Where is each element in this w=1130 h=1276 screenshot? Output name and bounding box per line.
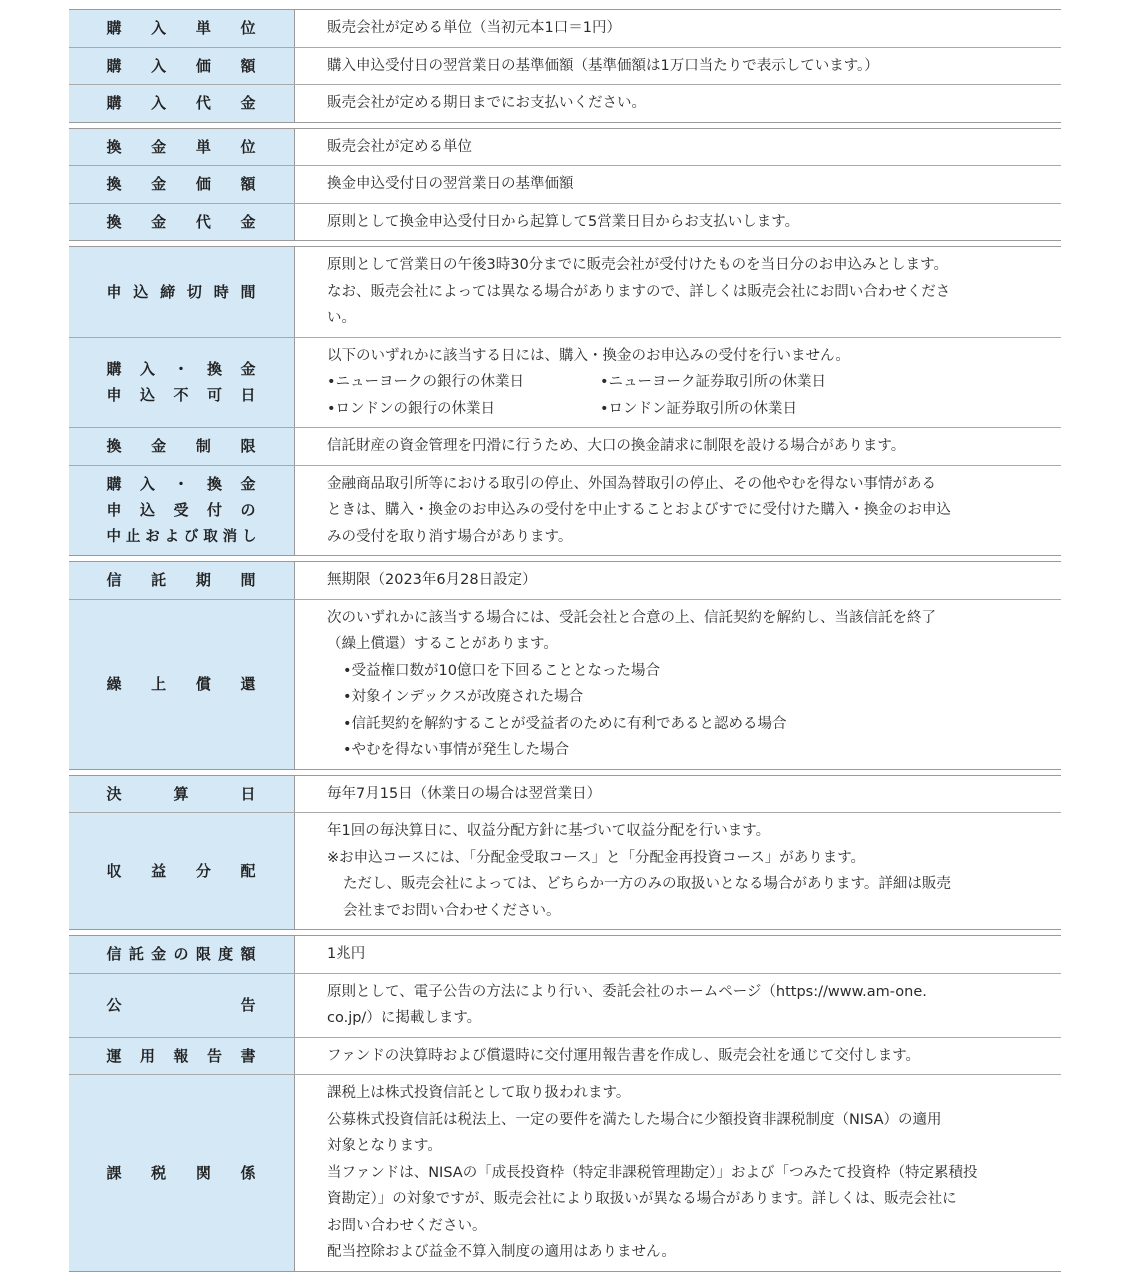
- table-row: [69, 936, 1061, 973]
- holiday-list: [327, 396, 1041, 423]
- list-item: •ロンドンの銀行の休業日: [327, 400, 496, 417]
- row-content: 1兆円: [327, 946, 366, 962]
- row-label: 購 入 代 金: [69, 85, 295, 122]
- row-label: 決 算 日: [69, 776, 295, 813]
- other-terms-group: [69, 935, 1061, 1272]
- row-label: 課 税 関 係: [69, 1075, 295, 1271]
- table-row: [69, 129, 1061, 166]
- row-content: 販売会社が定める単位（当初元本1口＝1円）: [327, 20, 621, 36]
- row-content: 年1回の毎決算日に、収益分配方針に基づいて収益分配を行います。 ※お申込コースには、「分配金受取コース」と「分配金再投資コース」があります。 ただし、販売会社によっては、どちらか一方のみの取扱いとなる場合があります。詳細は販売 会社までお問い合わせください。: [327, 823, 951, 919]
- row-content: 原則として、電子公告の方法により行い、委託会社のホームページ（https://www.am-one. co.jp/）に掲載します。: [327, 983, 927, 1026]
- table-row: [69, 47, 1061, 85]
- table-row: [69, 84, 1061, 122]
- row-label: 申込締切時間: [69, 247, 295, 337]
- settlement-group: [69, 775, 1061, 931]
- row-content: 販売会社が定める単位: [327, 138, 472, 155]
- row-label: 購入・換金 申込受付の 中止および取消し: [69, 466, 295, 556]
- row-content: 原則として換金申込受付日から起算して5営業日目からお支払いします。: [327, 213, 800, 230]
- row-label: 繰 上 償 還: [69, 600, 295, 769]
- list-item: •対象インデックスが改廃された場合: [343, 689, 584, 705]
- row-label: 購 入 単 位: [69, 10, 295, 47]
- row-content: 換金申込受付日の翌営業日の基準価額: [327, 176, 574, 192]
- list-item: •ニューヨーク証券取引所の休業日: [600, 374, 827, 390]
- table-row: [69, 10, 1061, 47]
- row-content: ファンドの決算時および償還時に交付運用報告書を作成し、販売会社を通じて交付します。: [327, 1047, 921, 1064]
- table-row: [69, 337, 1061, 428]
- row-label: 信 託 期 間: [69, 562, 295, 599]
- row-label: 換 金 単 位: [69, 129, 295, 166]
- redemption-group: [69, 128, 1061, 242]
- table-row: [69, 465, 1061, 556]
- row-content: 無期限（2023年6月28日設定）: [327, 572, 537, 588]
- application-group: [69, 246, 1061, 556]
- list-item: •ロンドン証券取引所の休業日: [600, 400, 798, 417]
- row-content: 信託財産の資金管理を円滑に行うため、大口の換金請求に制限を設ける場合があります。: [327, 438, 906, 454]
- row-label: 公 告: [69, 974, 295, 1037]
- row-label: 運用報告書: [69, 1038, 295, 1075]
- row-label: 購入・換金 申込不可日: [69, 338, 295, 428]
- row-content: 課税上は株式投資信託として取り扱われます。 公募株式投資信託は税法上、一定の要件を満たした場合に少額投資非課税制度（NISA）の適用 対象となります。 当ファンドは、NISAの「成長投資枠（特定非課税管理勘定）」および「つみたて投資枠（特定累積投 資勘定）」の対象ですが、販売会社により取扱いが異なる場合があります。詳しくは、販売会社に お問い合わせください。 配当控除および益金不算入制度の適用はありません。: [327, 1085, 978, 1260]
- row-label: 信託金の限度額: [69, 936, 295, 973]
- table-row: [69, 562, 1061, 599]
- table-row: [69, 812, 1061, 929]
- trust-period-group: [69, 561, 1061, 770]
- list-item: •受益権口数が10億口を下回ることとなった場合: [343, 662, 661, 679]
- table-row: [69, 973, 1061, 1037]
- row-content: 原則として営業日の午後3時30分までに販売会社が受付けたものを当日分のお申込みとします。 なお、販売会社によっては異なる場合がありますので、詳しくは販売会社にお問い合わせくださ い。: [327, 257, 951, 326]
- table-row: [69, 776, 1061, 813]
- table-row: [69, 427, 1061, 465]
- table-row: [69, 165, 1061, 203]
- table-row: [69, 599, 1061, 769]
- table-row: [69, 203, 1061, 241]
- holiday-list: [327, 369, 1041, 396]
- row-content: 販売会社が定める期日までにお支払いください。: [327, 95, 646, 111]
- list-item: •ニューヨークの銀行の休業日: [327, 374, 525, 390]
- row-label: 換 金 代 金: [69, 204, 295, 241]
- row-content: 次のいずれかに該当する場合には、受託会社と合意の上、信託契約を解約し、当該信託を終了 （繰上償還）することがあります。 •受益権口数が10億口を下回ることとなった場合 •対象インデックスが改廃された場合 •信託契約を解約することが受益者のために有利であると認める場合 •やむを得ない事情が発生した場合: [295, 600, 1061, 769]
- row-content: 毎年7月15日（休業日の場合は翌営業日）: [327, 785, 602, 802]
- row-content: 金融商品取引所等における取引の停止、外国為替取引の停止、その他やむを得ない事情がある ときは、購入・換金のお申込みの受付を中止することおよびすでに受付けた購入・換金のお申込 みの受付を取り消す場合があります。: [327, 475, 951, 545]
- list-item: •やむを得ない事情が発生した場合: [343, 742, 570, 758]
- row-label: 購 入 価 額: [69, 48, 295, 85]
- purchase-group: [69, 9, 1061, 123]
- list-item: •信託契約を解約することが受益者のために有利であると認める場合: [343, 715, 787, 732]
- row-label: 換 金 価 額: [69, 166, 295, 203]
- row-content: 購入申込受付日の翌営業日の基準価額（基準価額は1万口当たりで表示しています。）: [327, 57, 879, 74]
- table-row: [69, 247, 1061, 337]
- row-label: 収 益 分 配: [69, 813, 295, 929]
- fund-terms-table: [69, 9, 1061, 1272]
- row-label: 換 金 制 限: [69, 428, 295, 465]
- row-content: 以下のいずれかに該当する日には、購入・換金のお申込みの受付を行いません。 •ニューヨークの銀行の休業日 •ニューヨーク証券取引所の休業日 •ロンドンの銀行の休業日 •ロンドン証券取引所の休業日: [295, 338, 1061, 428]
- table-row: [69, 1037, 1061, 1075]
- table-row: [69, 1074, 1061, 1271]
